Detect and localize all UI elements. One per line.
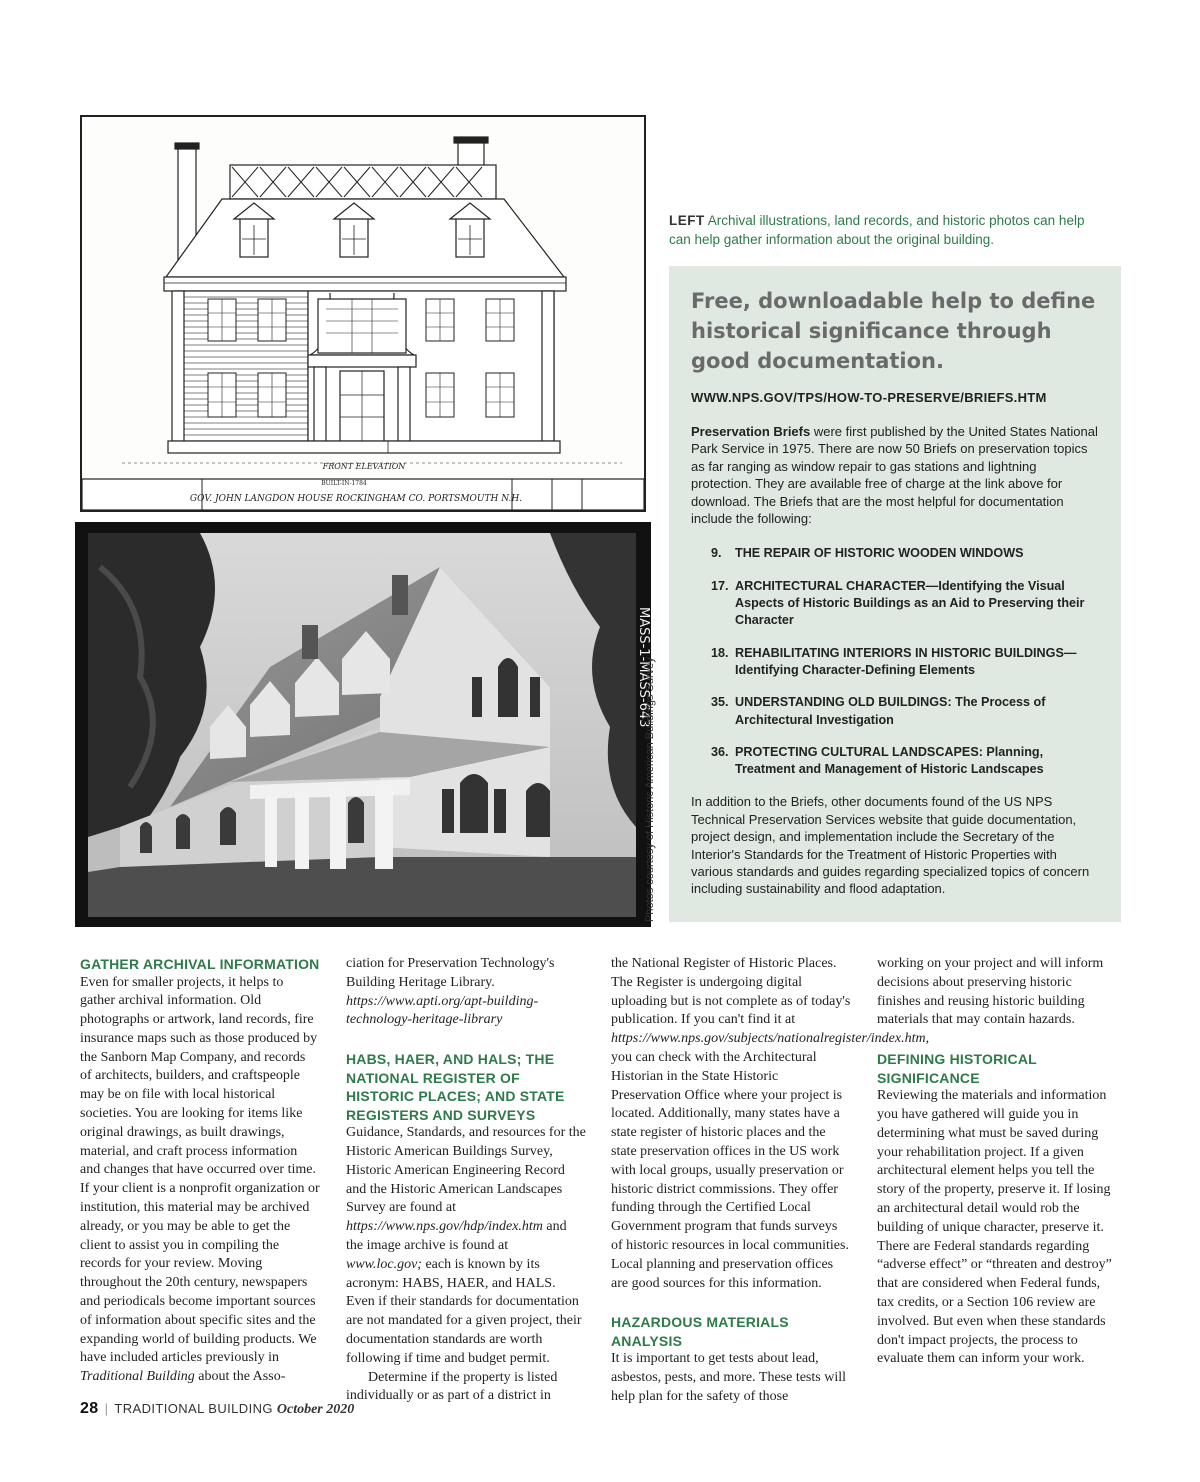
briefs-list — [691, 545, 1099, 778]
magazine-name: TRADITIONAL BUILDING — [114, 1401, 273, 1416]
article-column-1 — [80, 955, 320, 1387]
brief-title: PROTECTING CULTURAL LANDSCAPES: Planning, Treatment and Management of Historic Landscapes — [735, 744, 1044, 777]
paragraph: working on your project and will inform decisions about preserving historic finishes and reusing historic building materials that may contain hazards. — [877, 956, 1104, 1028]
paragraph-text: , you can check with the Architectural Historian in the State Historic Preservation Office where your project is located. Additionally, many states have a state register of historic places and the state preservation offices in the US work with local groups, usually preservation or historic district commissions. They offer funding through the Certified Local Government program that funds surveys of historic resources in local communities. Local planning and preservation offices are good sources for this information. — [611, 1031, 930, 1291]
caption-lead: LEFT — [669, 213, 705, 228]
page-number: 28 — [80, 1400, 99, 1417]
heading-gather-archival: GATHER ARCHIVAL INFORMATION — [80, 956, 320, 972]
sidebar-outro: In addition to the Briefs, other documents found of the US NPS Technical Preservation Services website that guide documentation, project design, and implementation include the Secretary of the Interior's Standards for the Treatment of Historic Properties with various standards and guides regarding specialized topics of concern including sustainability and flood adaptation. — [691, 794, 1090, 897]
caption-text: Archival illustrations, land records, and historic photos can help can help gather information about the original building. — [669, 213, 1085, 247]
brief-number: 9. — [711, 546, 722, 561]
paragraph-text: each is known by its acronym: HABS, HAER, and HALS. Even if their standards for documentation are not mandated for a given project, their documentation standards are worth following if time and budget permit. — [346, 1256, 582, 1366]
article-column-2 — [346, 955, 586, 1406]
preservation-briefs-sidebar — [669, 266, 1121, 922]
paragraph — [80, 974, 320, 1388]
brief-title: REHABILITATING INTERIORS IN HISTORIC BUILDINGS—Identifying Character-Defining Elements — [735, 645, 1077, 677]
film-negative-label: MASS-1-MASS-643 — [636, 607, 651, 728]
paragraph-text: Guidance, Standards, and resources for the Historic American Buildings Survey, Historic American Engineering Record and the Historic American Landscapes Survey are found at — [346, 1125, 586, 1216]
brief-number: 18. — [711, 645, 729, 660]
sidebar-intro — [691, 423, 1099, 527]
archival-elevation-drawing — [80, 115, 646, 512]
sidebar-intro-bold: Preservation Briefs — [691, 424, 811, 439]
article-column-3 — [611, 955, 930, 1407]
article-column-4 — [877, 955, 1117, 1369]
image-caption — [669, 211, 1089, 249]
paragraph-text-end: about the Asso- — [194, 1369, 286, 1385]
brief-number: 35. — [711, 695, 729, 710]
page-footer — [80, 1400, 354, 1418]
front-elevation-label: FRONT ELEVATION — [322, 462, 406, 471]
paragraph-text: Even for smaller projects, it helps to gather archival information. Old photographs or artwork, land records, fire insurance maps such as those produced by the Sanborn Map Company, and records of architects, builders, and craftspeople may be on file with local historical societies. You are looking for items like original drawings, as built drawings, material, and craft process information and changes that have occurred over time. If your client is a nonprofit organization or institution, this material may be archived already, or you may be able to get the client to assist you in compiling the records for your review. Moving throughout the 20th century, newspapers and periodicals become important sources of information about specific sites and the expanding world of building products. We have included articles previously in — [80, 974, 320, 1366]
paragraph — [611, 955, 930, 1293]
issue-date: October 2020 — [276, 1402, 355, 1417]
brief-number: 36. — [711, 744, 729, 759]
paragraph: It is important to get tests about lead, asbestos, pests, and more. These tests will help plan for the safety of those — [611, 1351, 846, 1404]
built-date-label: BUILT-IN-1784 — [321, 480, 367, 487]
paragraph — [346, 955, 586, 1030]
sidebar-intro-rest: were first published by the United States National Park Service in 1975. There are now 50 Briefs on preservation topics as far ranging as window repair to gas stations and lightning protection. They are available free of charge at the link above for download. The Briefs that are the most helpful for documentation include the following: — [691, 424, 1098, 527]
publication-name: Traditional Building — [80, 1369, 195, 1385]
paragraph: Reviewing the materials and information you have gathered will guide you in determining what must be saved during your rehabilitation project. If a given architectural element helps you tell the story of the property, preserve it. If losing an architectural detail would rob the building of unique character, preserve it. There are Federal standards regarding “adverse effect” or “threaten and destroy” that are considered when Federal funds, tax credits, or a Section 106 review are involved. But even when these standards don't impact projects, the process to evaluate them can inform your work. — [877, 1088, 1112, 1367]
drawing-title-block: GOV. JOHN LANGDON HOUSE ROCKINGHAM CO. PORTSMOUTH N.H. — [189, 494, 523, 504]
sidebar-title: Free, downloadable help to define historical significance through good documentation. — [691, 289, 1096, 373]
brief-number: 17. — [711, 578, 729, 593]
link-loc[interactable]: www.loc.gov; — [346, 1256, 422, 1272]
heading-defining-significance: DEFINING HISTORICAL SIGNIFICANCE — [877, 1051, 1037, 1086]
brief-title: ARCHITECTURAL CHARACTER—Identifying the Visual Aspects of Historic Buildings as an Aid to Preserving their Character — [735, 578, 1085, 628]
heading-habs-haer-hals: HABS, HAER, AND HALS; THE NATIONAL REGISTER OF HISTORIC PLACES; AND STATE REGISTERS AND SURVEYS — [346, 1051, 565, 1123]
brief-item — [711, 545, 1099, 562]
link-nps-hdp[interactable]: https://www.nps.gov/hdp/index.htm — [346, 1219, 543, 1235]
brief-item — [711, 694, 1099, 729]
paragraph: Determine if the property is listed individually or as part of a district in — [346, 1369, 558, 1404]
brief-title: UNDERSTANDING OLD BUILDINGS: The Process of Architectural Investigation — [735, 695, 1046, 727]
sidebar-url[interactable]: WWW.NPS.GOV/TPS/HOW-TO-PRESERVE/BRIEFS.HTM — [691, 390, 1047, 405]
photo-credit: Photos courtesy of Historic American Buildings Survey — [644, 657, 656, 922]
elevation-drawing-svg — [82, 117, 644, 510]
brief-title: THE REPAIR OF HISTORIC WOODEN WINDOWS — [735, 546, 1024, 561]
paragraph — [346, 1124, 586, 1368]
paragraph-text: ciation for Preservation Technology's Building Heritage Library. — [346, 956, 555, 990]
heading-hazardous-materials: HAZARDOUS MATERIALS ANALYSIS — [611, 1314, 789, 1349]
paragraph-text: and the image archive is found at — [346, 1219, 567, 1253]
link-apt-library[interactable]: https://www.apti.org/apt-building-technology-heritage-library — [346, 993, 539, 1028]
brief-item — [711, 645, 1099, 680]
footer-separator: | — [104, 1401, 109, 1416]
brief-item — [711, 578, 1099, 630]
link-national-register[interactable]: https://www.nps.gov/subjects/nationalregister/index.htm — [611, 1031, 926, 1047]
brief-item — [711, 744, 1099, 779]
paragraph-text: the National Register of Historic Places. The Register is undergoing digital uploading but is not complete as of today's publication. If you can't find it at — [611, 956, 851, 1028]
